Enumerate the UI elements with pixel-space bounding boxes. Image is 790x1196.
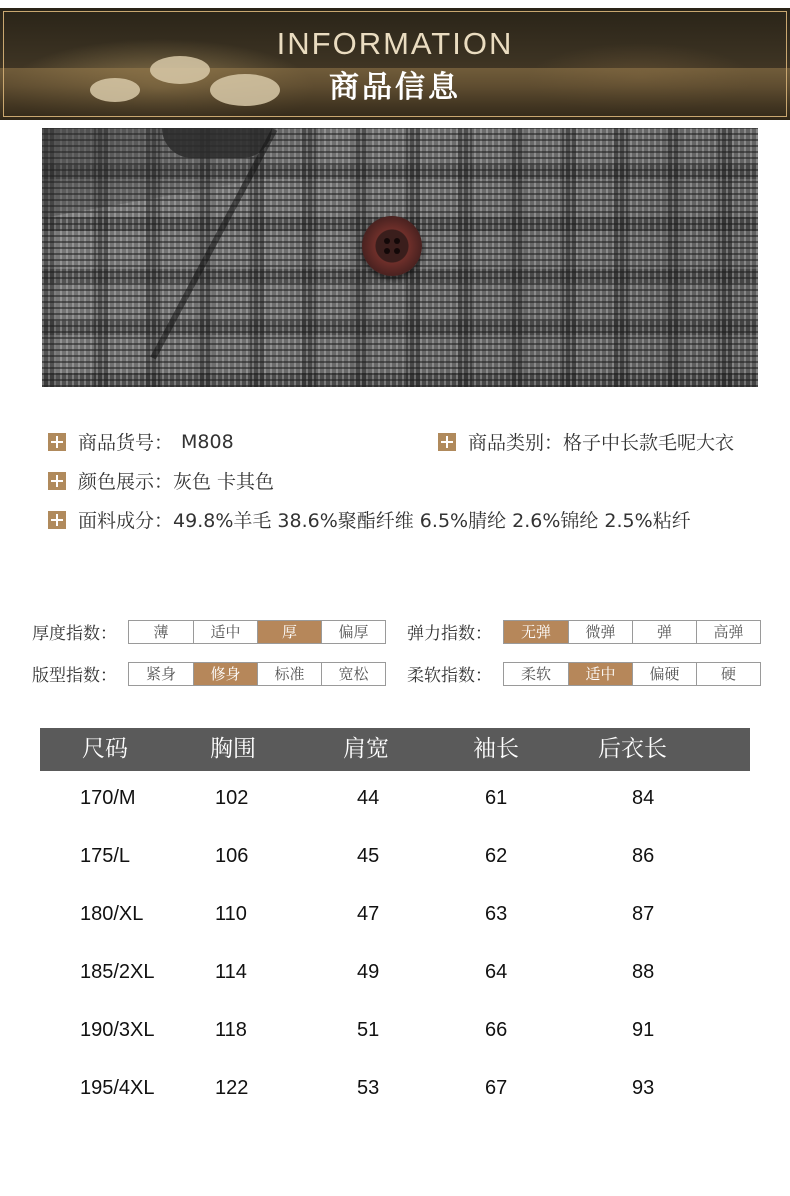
info-fabric bbox=[48, 506, 691, 533]
cell-length: 87 bbox=[632, 903, 655, 925]
rating-label: 版型指数： bbox=[32, 666, 117, 686]
cell-size: 195/4XL bbox=[80, 1077, 155, 1099]
header-shoulder: 肩宽 bbox=[343, 736, 389, 762]
cell-size: 190/3XL bbox=[80, 1019, 155, 1041]
cell-length: 93 bbox=[632, 1077, 655, 1099]
rating-options bbox=[128, 662, 386, 686]
rating-option: 适中 bbox=[568, 663, 632, 685]
info-fabric-value: 49.8%羊毛 38.6%聚酯纤维 6.5%腈纶 2.6%锦纶 2.5%粘纤 bbox=[173, 510, 691, 532]
header-chest: 胸围 bbox=[210, 736, 256, 762]
header-length: 后衣长 bbox=[598, 736, 667, 762]
cell-shoulder: 49 bbox=[357, 961, 380, 983]
info-sku bbox=[48, 428, 234, 455]
rating-thickness bbox=[32, 619, 386, 644]
header-size: 尺码 bbox=[82, 736, 128, 762]
header-sleeve: 袖长 bbox=[473, 736, 519, 762]
cell-chest: 110 bbox=[215, 903, 247, 925]
info-fabric-label: 面料成分： bbox=[78, 510, 174, 532]
rating-option: 偏厚 bbox=[321, 621, 385, 643]
cell-size: 180/XL bbox=[80, 903, 144, 925]
cell-chest: 106 bbox=[215, 845, 249, 867]
rating-option: 微弹 bbox=[568, 621, 632, 643]
cell-length: 91 bbox=[632, 1019, 655, 1041]
cell-shoulder: 45 bbox=[357, 845, 380, 867]
plus-icon bbox=[48, 511, 66, 529]
rating-option: 标准 bbox=[257, 663, 321, 685]
rating-option: 硬 bbox=[696, 663, 760, 685]
info-color-label: 颜色展示： bbox=[78, 471, 174, 493]
coat-button bbox=[362, 216, 422, 276]
rating-option: 适中 bbox=[193, 621, 257, 643]
plus-icon bbox=[48, 472, 66, 490]
cell-chest: 122 bbox=[215, 1077, 249, 1099]
cell-chest: 118 bbox=[215, 1019, 247, 1041]
cell-size: 175/L bbox=[80, 845, 131, 867]
rating-options bbox=[503, 620, 761, 644]
cell-sleeve: 61 bbox=[485, 787, 508, 809]
rating-option: 无弹 bbox=[504, 621, 568, 643]
info-sku-value: M808 bbox=[181, 430, 234, 453]
rating-fit bbox=[32, 661, 386, 686]
rating-options bbox=[128, 620, 386, 644]
cell-size: 170/M bbox=[80, 787, 136, 809]
information-banner bbox=[0, 8, 790, 120]
rating-label: 厚度指数： bbox=[32, 624, 117, 644]
size-table-header bbox=[40, 728, 750, 771]
cell-shoulder: 47 bbox=[357, 903, 380, 925]
cell-length: 86 bbox=[632, 845, 655, 867]
cell-shoulder: 51 bbox=[357, 1019, 380, 1041]
rating-options bbox=[503, 662, 761, 686]
rating-option: 紧身 bbox=[129, 663, 193, 685]
rating-option: 高弹 bbox=[696, 621, 760, 643]
info-color bbox=[48, 467, 274, 494]
info-category-label: 商品类别： bbox=[468, 432, 564, 454]
rating-option: 厚 bbox=[257, 621, 321, 643]
info-sku-label: 商品货号： bbox=[78, 432, 174, 454]
rating-option: 偏硬 bbox=[632, 663, 696, 685]
plus-icon bbox=[48, 433, 66, 451]
rating-label: 柔软指数： bbox=[407, 666, 492, 686]
info-category-value: 格子中长款毛呢大衣 bbox=[563, 432, 735, 454]
cell-chest: 102 bbox=[215, 787, 249, 809]
rating-option: 柔软 bbox=[504, 663, 568, 685]
rating-option: 修身 bbox=[193, 663, 257, 685]
cell-sleeve: 64 bbox=[485, 961, 508, 983]
rating-softness bbox=[407, 661, 761, 686]
cell-size: 185/2XL bbox=[80, 961, 155, 983]
cell-shoulder: 44 bbox=[357, 787, 380, 809]
rating-option: 宽松 bbox=[321, 663, 385, 685]
info-color-value: 灰色 卡其色 bbox=[173, 471, 275, 493]
rating-elasticity bbox=[407, 619, 761, 644]
fabric-closeup-photo bbox=[42, 128, 758, 387]
banner-title-en: INFORMATION bbox=[276, 26, 514, 61]
cell-sleeve: 63 bbox=[485, 903, 508, 925]
cell-chest: 114 bbox=[215, 961, 247, 983]
cell-sleeve: 67 bbox=[485, 1077, 508, 1099]
cell-sleeve: 66 bbox=[485, 1019, 508, 1041]
coat-collar bbox=[162, 128, 272, 158]
rating-option: 薄 bbox=[129, 621, 193, 643]
banner-title-cn: 商品信息 bbox=[329, 70, 461, 105]
plus-icon bbox=[438, 433, 456, 451]
cell-sleeve: 62 bbox=[485, 845, 508, 867]
rating-label: 弹力指数： bbox=[407, 624, 492, 644]
cell-length: 88 bbox=[632, 961, 655, 983]
info-category bbox=[438, 428, 734, 455]
cell-shoulder: 53 bbox=[357, 1077, 380, 1099]
rating-option: 弹 bbox=[632, 621, 696, 643]
cell-length: 84 bbox=[632, 787, 655, 809]
